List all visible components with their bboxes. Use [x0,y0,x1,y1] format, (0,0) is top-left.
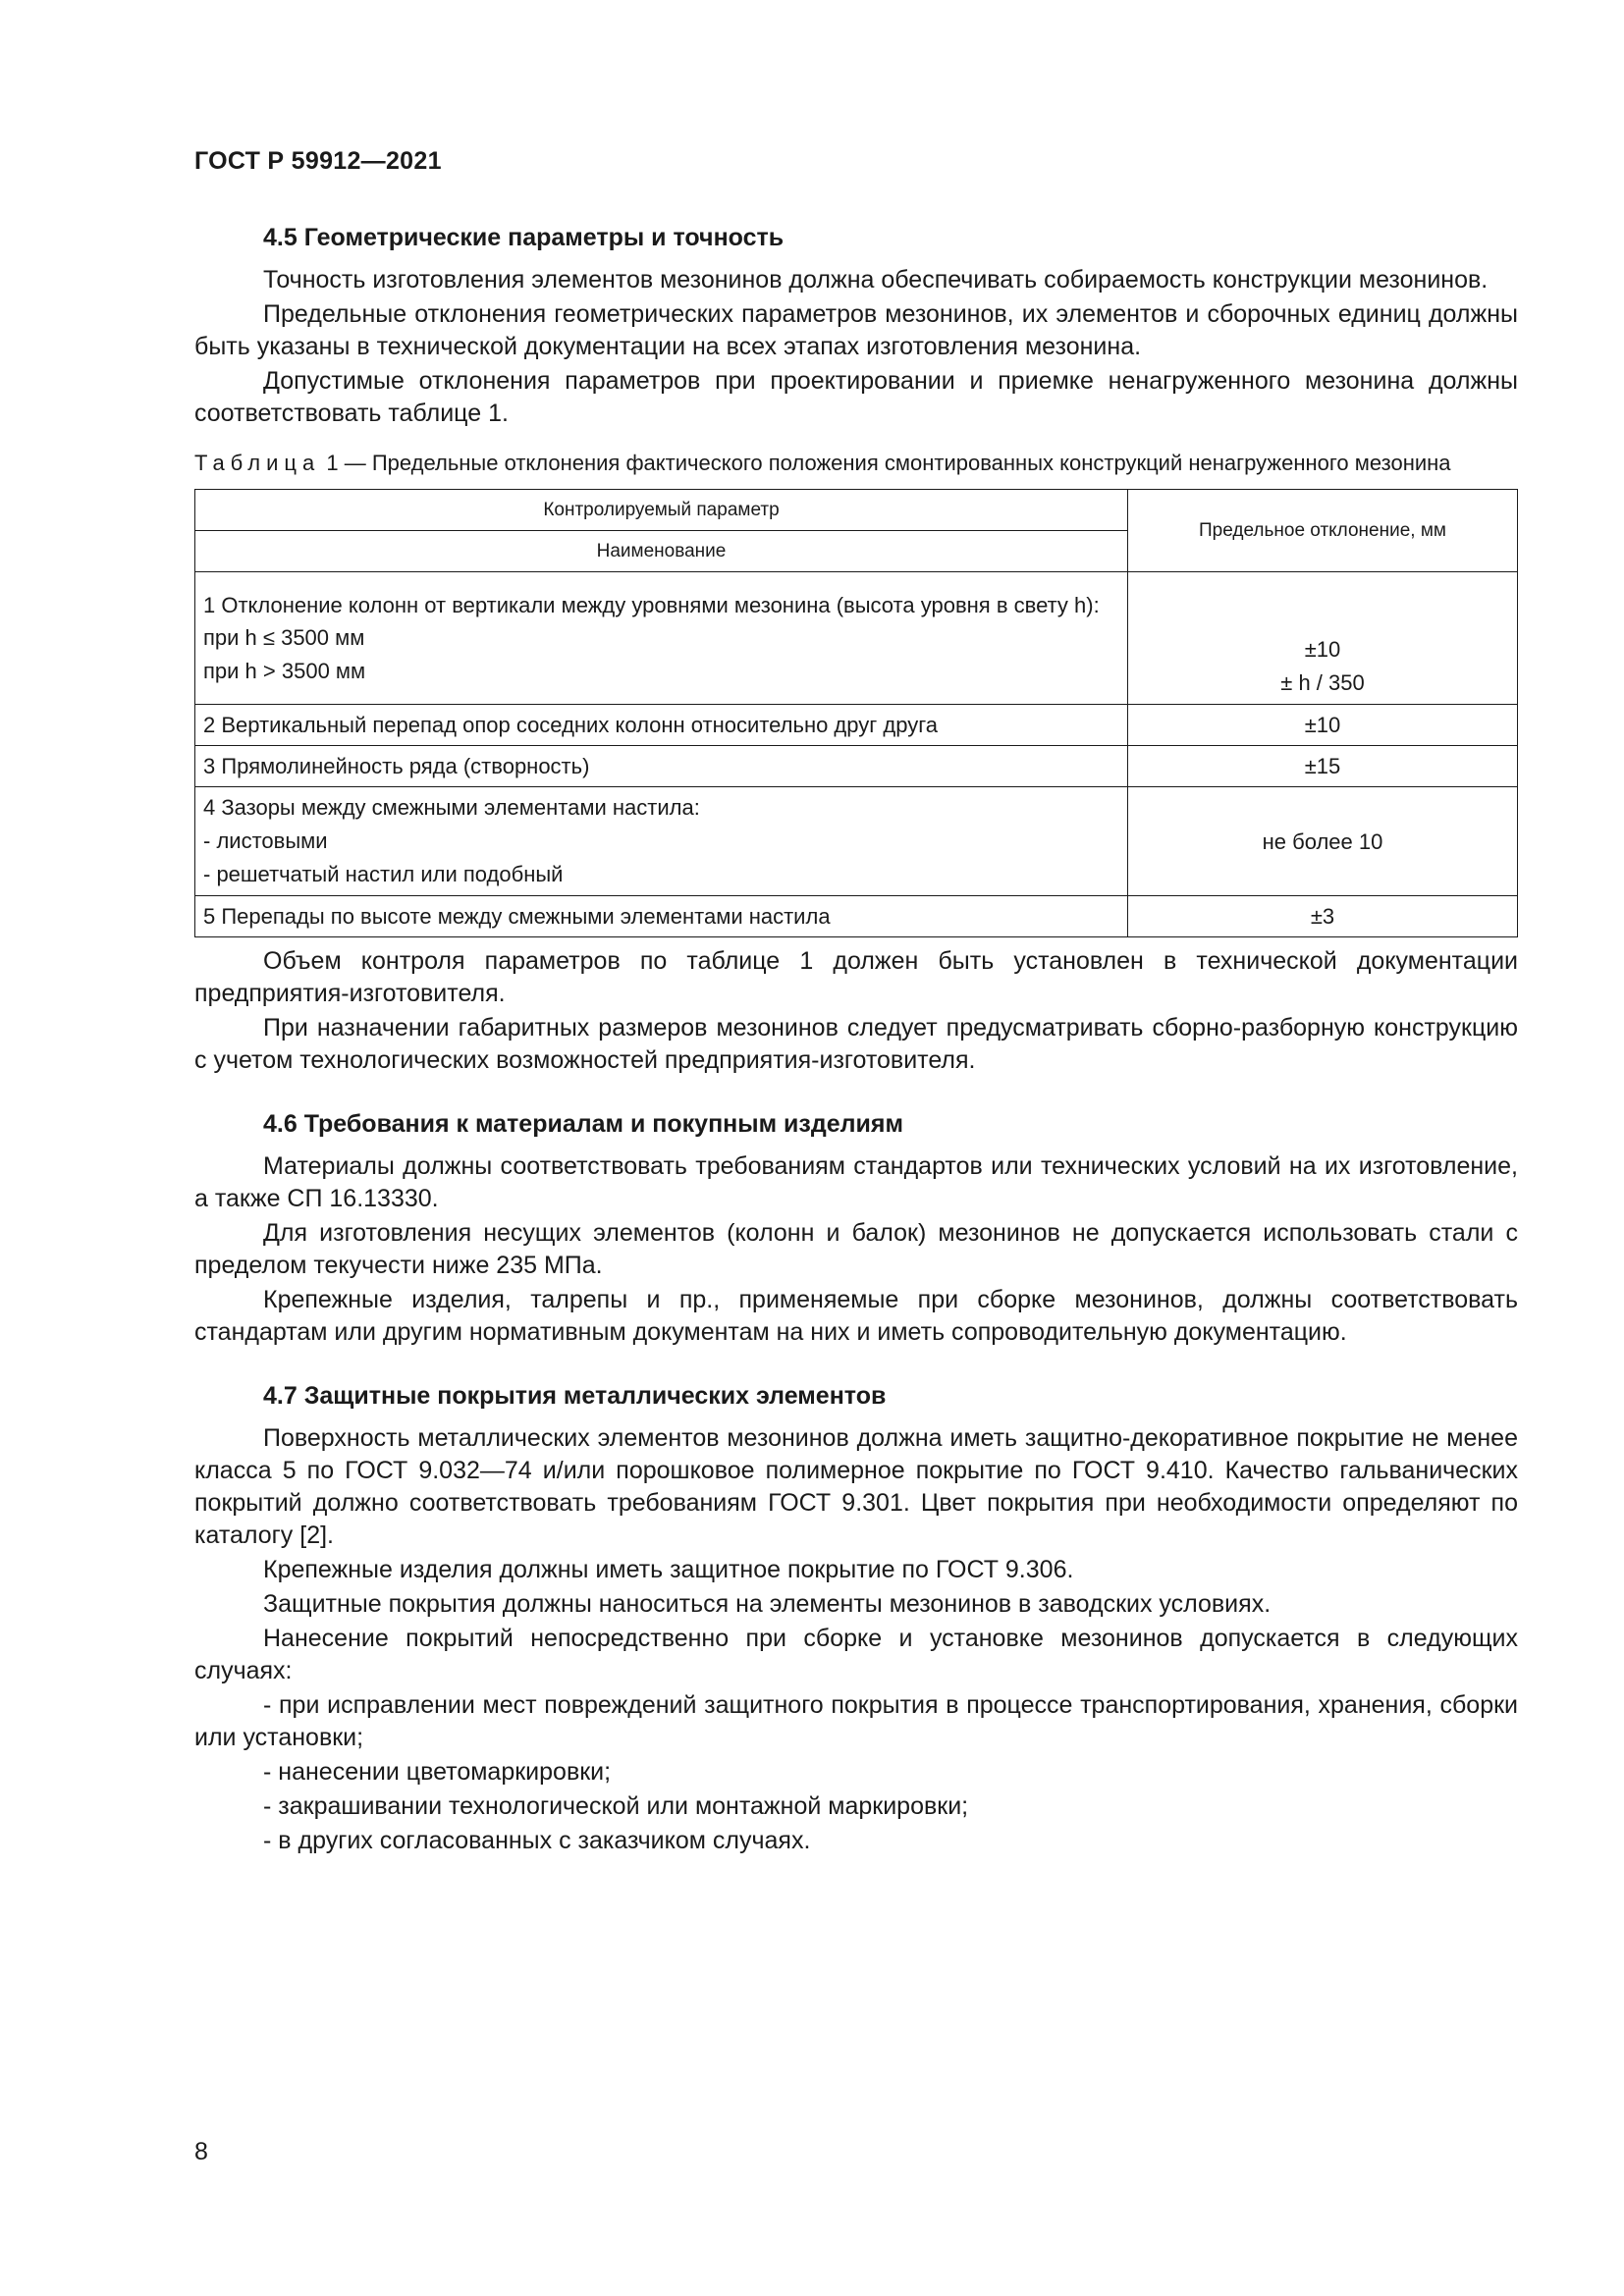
paragraph: Крепежные изделия, талрепы и пр., применяемые при сборке мезонинов, должны соответствовать стандартам или другим нормативным документам на них и иметь сопроводительную документацию. [194,1286,1518,1346]
paragraph: Точность изготовления элементов мезонинов должна обеспечивать собираемость конструкции мезонинов. [263,266,1489,294]
row-1-value-2: ± h / 350 [1280,670,1365,695]
row-1-name: 1 Отклонение колонн от вертикали между уровнями мезонина (высота уровня в свету h): [203,592,1100,617]
page-number: 8 [194,2138,208,2165]
row-3-name: 3 Прямолинейность ряда (створность) [195,746,1128,787]
list-item: - нанесении цветомаркировки; [263,1758,612,1786]
paragraph: Для изготовления несущих элементов (колонн и балок) мезонинов не допускается использовать стали с пределом текучести ниже 235 МПа. [194,1219,1518,1279]
list-item: - в других согласованных с заказчиком случаях. [263,1827,811,1854]
section-4-6-title: 4.6 Требования к материалам и покупным изделиям [263,1110,903,1138]
paragraph: Предельные отклонения геометрических параметров мезонинов, их элементов и сборочных единиц должны быть указаны в технической документации на всех этапах изготовления мезонина. [194,300,1518,360]
paragraph: Защитные покрытия должны наноситься на элементы мезонинов в заводских условиях. [263,1590,1272,1618]
table-cell-parameter [195,787,1128,896]
row-4-sub-2: - решетчатый настил или подобный [203,862,564,886]
paragraph: Нанесение покрытий непосредственно при сборке и установке мезонинов допускается в следующих случаях: [194,1625,1518,1684]
list-item: - закрашивании технологической или монтажной маркировки; [263,1792,969,1820]
row-1-value-1: ±10 [1304,637,1341,662]
row-3-value: ±15 [1128,746,1518,787]
paragraph: При назначении габаритных размеров мезонинов следует предусматривать сборно-разборную конструкцию с учетом технологических возможностей предприятия-изготовителя. [194,1014,1518,1074]
section-4-7-title: 4.7 Защитные покрытия металлических элементов [263,1382,887,1410]
table-row [195,787,1518,896]
paragraph: Допустимые отклонения параметров при проектировании и приемке ненагруженного мезонина должны соответствовать таблице 1. [194,367,1518,427]
row-1-sub-2: при h > 3500 мм [203,658,366,683]
paragraph: Материалы должны соответствовать требованиям стандартов или технических условий на их изготовление, а также СП 16.13330. [194,1152,1518,1212]
table-row [195,746,1518,787]
table-cell-deviation [1128,572,1518,705]
table-caption-label: Таблица [194,451,321,475]
row-2-name: 2 Вертикальный перепад опор соседних колонн относительно друг друга [195,705,1128,746]
page-body [194,222,1518,1859]
table-caption-text: 1 — Предельные отклонения фактического положения смонтированных конструкций ненагруженного мезонина [320,451,1451,475]
row-2-value: ±10 [1128,705,1518,746]
tolerance-table [194,489,1518,937]
row-5-value: ±3 [1128,896,1518,937]
row-4-sub-1: - листовыми [203,828,328,853]
document-code: ГОСТ Р 59912—2021 [194,147,442,175]
row-5-name: 5 Перепады по высоте между смежными элементами настила [195,896,1128,937]
table-row [195,896,1518,937]
row-4-name: 4 Зазоры между смежными элементами настила: [203,795,700,820]
paragraph: Поверхность металлических элементов мезонинов должна иметь защитно-декоративное покрытие не менее класса 5 по ГОСТ 9.032—74 и/или порошковое полимерное покрытие по ГОСТ 9.410. Качество гальванических покрытий должно соответствовать требованиям ГОСТ 9.301. Цвет покрытия при необходимости определяют по каталогу [2]. [194,1424,1518,1549]
paragraph: Объем контроля параметров по таблице 1 должен быть установлен в технической документации предприятия-изготовителя. [194,947,1518,1007]
table-1-caption [194,450,1518,477]
paragraph: Крепежные изделия должны иметь защитное покрытие по ГОСТ 9.306. [263,1556,1074,1583]
row-4-value: не более 10 [1128,787,1518,896]
column-header-deviation: Предельное отклонение, мм [1128,490,1518,572]
table-row [195,705,1518,746]
list-item: - при исправлении мест повреждений защитного покрытия в процессе транспортирования, хранения, сборки или установки; [194,1691,1518,1751]
table-row [195,572,1518,705]
section-4-5-title: 4.5 Геометрические параметры и точность [263,224,785,251]
column-header-name: Наименование [195,531,1128,572]
table-cell-parameter [195,572,1128,705]
row-1-sub-1: при h ≤ 3500 мм [203,624,365,650]
column-header-parameter: Контролируемый параметр [195,490,1128,531]
